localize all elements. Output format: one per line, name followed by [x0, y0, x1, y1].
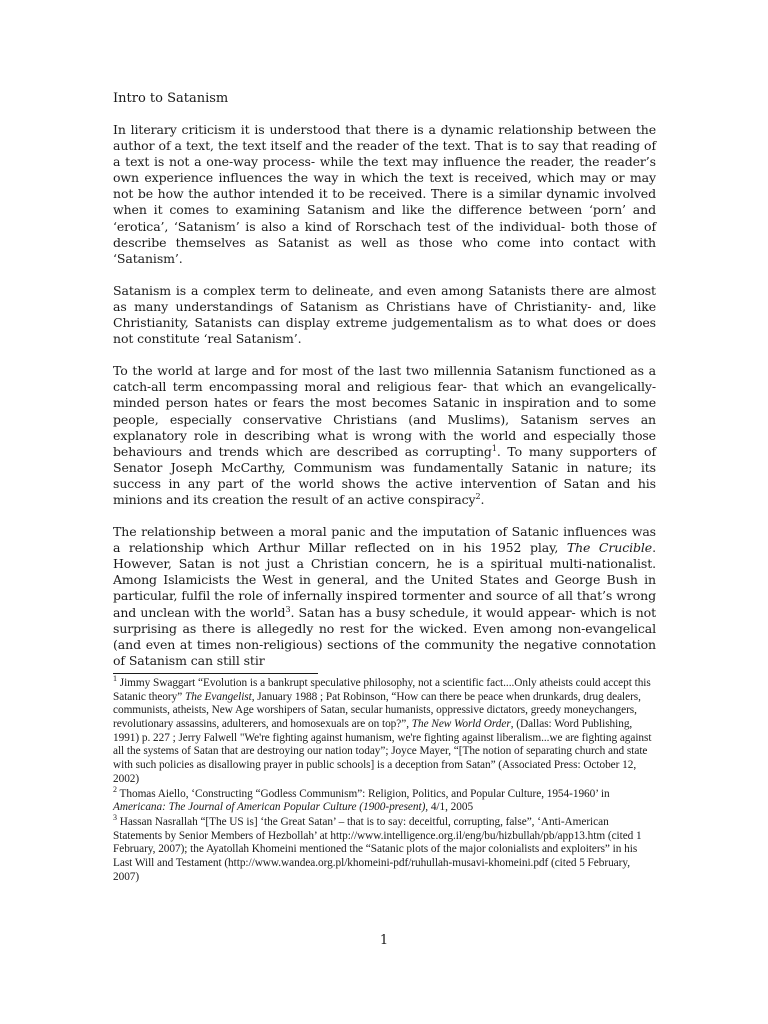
paragraph-4-text-end: . Satan has a busy schedule, it would appear- which is not surprising as there is allegedly no rest for the wicked. Even among non-evangelical (and even at times non-religious) sections of the community the negative connotation of Satanism can still stir: [113, 604, 656, 668]
page-number: 1: [379, 933, 389, 948]
footnote-separator: [113, 673, 318, 674]
paragraph-3-text: To the world at large and for most of the last two millennia Satanism functioned as a catch-all term encompassing moral and religious fear- that which an evangelically-minded person hates or fears the most becomes Satanic in inspiration and to some people, especially conservative Christians (and Muslims), Satanism serves an explanatory role in describing what is wrong with the world and especially those behaviours and trends which are described as corrupting: [113, 363, 656, 459]
footnote-number-2: 2: [113, 784, 117, 794]
paragraph-2: Satanism is a complex term to delineate, and even among Satanists there are almost as many understandings of Satanism as Christians have of Christianity- and, like Christianity, Satanists can display extreme judgementalism as to what does or does not constitute ‘real Satanism’.: [113, 282, 656, 347]
footnote-2: [113, 784, 656, 815]
footnote-ref-3: 3: [285, 604, 291, 614]
footnote-2-text-end: 4/1, 2005: [428, 801, 474, 814]
paragraph-4-text: The relationship between a moral panic and the imputation of Satanic influences was a relationship which Arthur Millar reflected on in his 1952 play,: [113, 524, 656, 556]
footnote-1: [113, 674, 656, 787]
document-title: Intro to Satanism: [113, 91, 229, 106]
footnote-2-text: Thomas Aiello, ‘Constructing “Godless Communism”: Religion, Politics, and Popular Culture, 1954-1960’ in: [116, 787, 610, 800]
footnote-3-text: Hassan Nasrallah “[The US is] ‘the Great Satan’ – that is to say: deceitful, corrupting, false”, ‘Anti-American Statements by Senior Members of Hezbollah’ at http://www.intelligence.org.il/eng/bu/hizbullah/pb/app13.htm (cited 1 February, 2007); the Ayatollah Khomeini mentioned the “Satanic plots of the major colonialists and exploiters” in his Last Will and Testament (http://www.wandea.org.pl/khomeini-pdf/ruhullah-musavi-khomeini.pdf (cited 5 February, 2007): [113, 815, 642, 883]
footnote-number-1: 1: [113, 674, 117, 684]
paragraph-3-end: .: [480, 491, 485, 507]
play-title: The Crucible: [566, 540, 653, 556]
page-content: [113, 88, 656, 884]
paragraph-3-text-continued: . To many supporters of Senator Joseph McCarthy, Communism was fundamentally Satanic in nature; its success in any part of the world shows the active intervention of Satan and his minions and its creation the result of an active conspiracy: [113, 443, 656, 507]
footnote-3: [113, 813, 656, 885]
footnote-ref-1: 1: [491, 443, 497, 453]
paragraph-3: [113, 363, 656, 508]
footnote-ref-2: 2: [475, 491, 481, 501]
footnote-1-book-title: The New World Order: [411, 718, 511, 731]
paragraph-4: [113, 524, 656, 669]
footnote-1-text-end: , (Dallas: Word Publishing, 1991) p. 227 ; Jerry Falwell "We're fighting against humanism, we're fighting against liberalism...we are fighting against all the systems of Satan that are destroying our nation today”; Joyce Mayer, “[The notion of separating church and state with such policies as disallowing prayer in public schools] is a deception from Satan” (Associated Press: October 12, 2002): [113, 718, 652, 785]
footnote-1-text: Jimmy Swaggart “Evolution is a bankrupt speculative philosophy, not a scientific fact....Only atheists could accept this Satanic theory”: [113, 676, 651, 703]
paragraph-1: In literary criticism it is understood that there is a dynamic relationship between the author of a text, the text itself and the reader of the text. That is to say that reading of a text is not a one-way process- while the text may influence the reader, the reader’s own experience influences the way in which the text is received, which may or may not be how the author intended it to be received. There is a similar dynamic involved when it comes to examining Satanism and like the difference between ‘porn’ and ‘erotica’, ‘Satanism’ is also a kind of Rorschach test of the individual- both those of describe themselves as Satanist as well as those who come into contact with ‘Satanism’.: [113, 122, 656, 266]
paragraph-4-text-continued: . However, Satan is not just a Christian concern, he is a spiritual multi-nationalist. Among Islamicists the West in general, and the United States and George Bush in particular, fulfil the role of infernally inspired tormenter and source of all that’s wrong and unclean with the world: [113, 540, 656, 620]
footnote-1-publication: The Evangelist,: [184, 690, 255, 703]
footnote-1-text-continued: January 1988 ; Pat Robinson, “How can there be peace when drunkards, drug dealers, communists, atheists, New Age worshipers of Satan, secular humanists, oppressive dictators, greedy moneychangers, revolutionary assassins, adulterers, and homosexuals are on top?”,: [113, 690, 641, 731]
footnote-number-3: 3: [113, 813, 117, 823]
footnote-2-journal: Americana: The Journal of American Popular Culture (1900-present),: [113, 801, 429, 814]
